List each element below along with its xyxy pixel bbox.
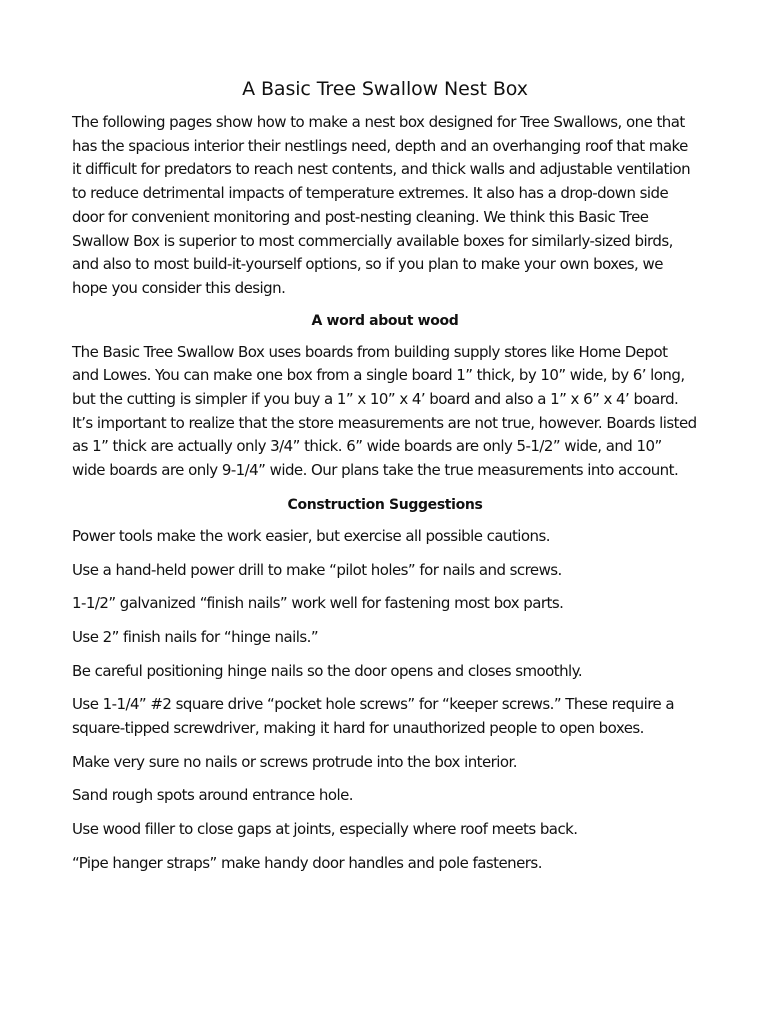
suggestion-item: Make very sure no nails or screws protrude into the box interior.	[72, 752, 517, 771]
suggestion-item: “Pipe hanger straps” make handy door handles and pole fasteners.	[72, 853, 542, 872]
wood-paragraph: The Basic Tree Swallow Box uses boards from building supply stores like Home Depot and Lowes. You can make one box from a single board 1” thick, by 10” wide, by 6’ long, but the cutting is simpler if you buy a 1” x 10” x 4’ board and also a 1” x 6” x 4’ board. It’s important to realize that the store measurements are not true, however. Boards listed as 1” thick are actually only 3/4” thick. 6” wide boards are only 5-1/2” wide, and 10” wide boards are only 9-1/4” wide. Our plans take the true measurements into account.	[72, 342, 697, 480]
suggestion-item: Use 1-1/4” #2 square drive “pocket hole screws” for “keeper screws.” These require a square-tipped screwdriver, making it hard for unauthorized people to open boxes.	[72, 695, 675, 738]
construction-heading: Construction Suggestions	[287, 496, 483, 513]
suggestion-item: Be careful positioning hinge nails so the door opens and closes smoothly.	[72, 661, 583, 680]
suggestion-item: Use wood filler to close gaps at joints, especially where roof meets back.	[72, 820, 578, 839]
suggestion-item: Sand rough spots around entrance hole.	[72, 786, 353, 805]
construction-suggestions-list	[72, 525, 698, 876]
intro-paragraph: The following pages show how to make a nest box designed for Tree Swallows, one that has the spacious interior their nestlings need, depth and an overhanging roof that make it difficult for predators to reach nest contents, and thick walls and adjustable ventilation to reduce detrimental impacts of temperature extremes. It also has a drop-down side door for convenient monitoring and post-nesting cleaning. We think this Basic Tree Swallow Box is superior to most commercially available boxes for similarly-sized birds, and also to most build-it-yourself options, so if you plan to make your own boxes, we hope you consider this design.	[72, 113, 691, 297]
suggestion-item: Use 2” finish nails for “hinge nails.”	[72, 627, 319, 646]
suggestion-item: 1-1/2” galvanized “finish nails” work well for fastening most box parts.	[72, 594, 564, 613]
document-title: A Basic Tree Swallow Nest Box	[242, 78, 528, 100]
document-content	[72, 76, 698, 886]
suggestion-item: Use a hand-held power drill to make “pilot holes” for nails and screws.	[72, 560, 562, 579]
wood-heading: A word about wood	[311, 312, 459, 329]
suggestion-item: Power tools make the work easier, but exercise all possible cautions.	[72, 526, 550, 545]
